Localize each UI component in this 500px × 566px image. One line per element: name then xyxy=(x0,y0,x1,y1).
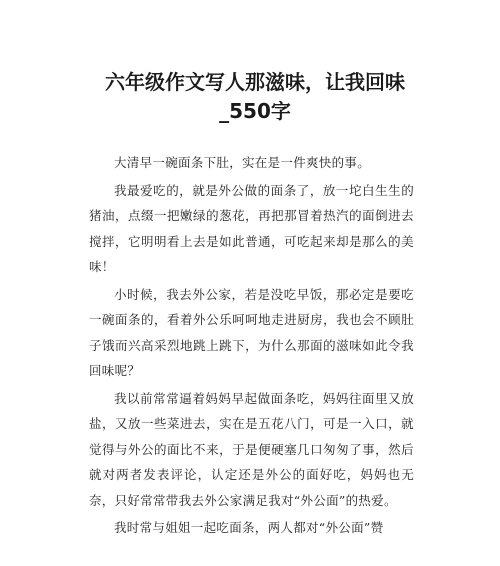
paragraph: 我以前常常逼着妈妈早起做面条吃，妈妈往面里又放盐，又放一些菜进去，实在是五花八门，可是一入口，就觉得与外公的面比不来，于是便硬塞几口匆匆了事，然后就对两者发表评论，认定还是外公的面好吃，妈妈也无奈，只好常常带我去外公家满足我对“外公面”的热爱。 xyxy=(89,390,414,508)
paragraph: 我最爱吃的，就是外公做的面条了，放一坨白生生的猪油，点缀一把嫩绿的葱花，再把那冒着热汽的面倒进去搅拌，它明明看上去是如此普通，可吃起来却是那么的美味！ xyxy=(89,182,414,274)
page-title: 六年级作文写人那滋味，让我回味_550字 xyxy=(105,70,405,123)
paragraph: 小时候，我去外公家，若是没吃早饭，那必定是要吃一碗面条的，看着外公乐呵呵地走进厨房，我也会不顾肚子饿而兴高采烈地跳上跳下，为什么那面的滋味如此令我回味呢？ xyxy=(89,286,414,378)
article-body xyxy=(89,150,414,543)
paragraph: 我时常与姐姐一起吃面条，两人都对“外公面”赞 xyxy=(114,520,384,535)
paragraph: 大清早一碗面条下肚，实在是一件爽快的事。 xyxy=(114,155,371,170)
